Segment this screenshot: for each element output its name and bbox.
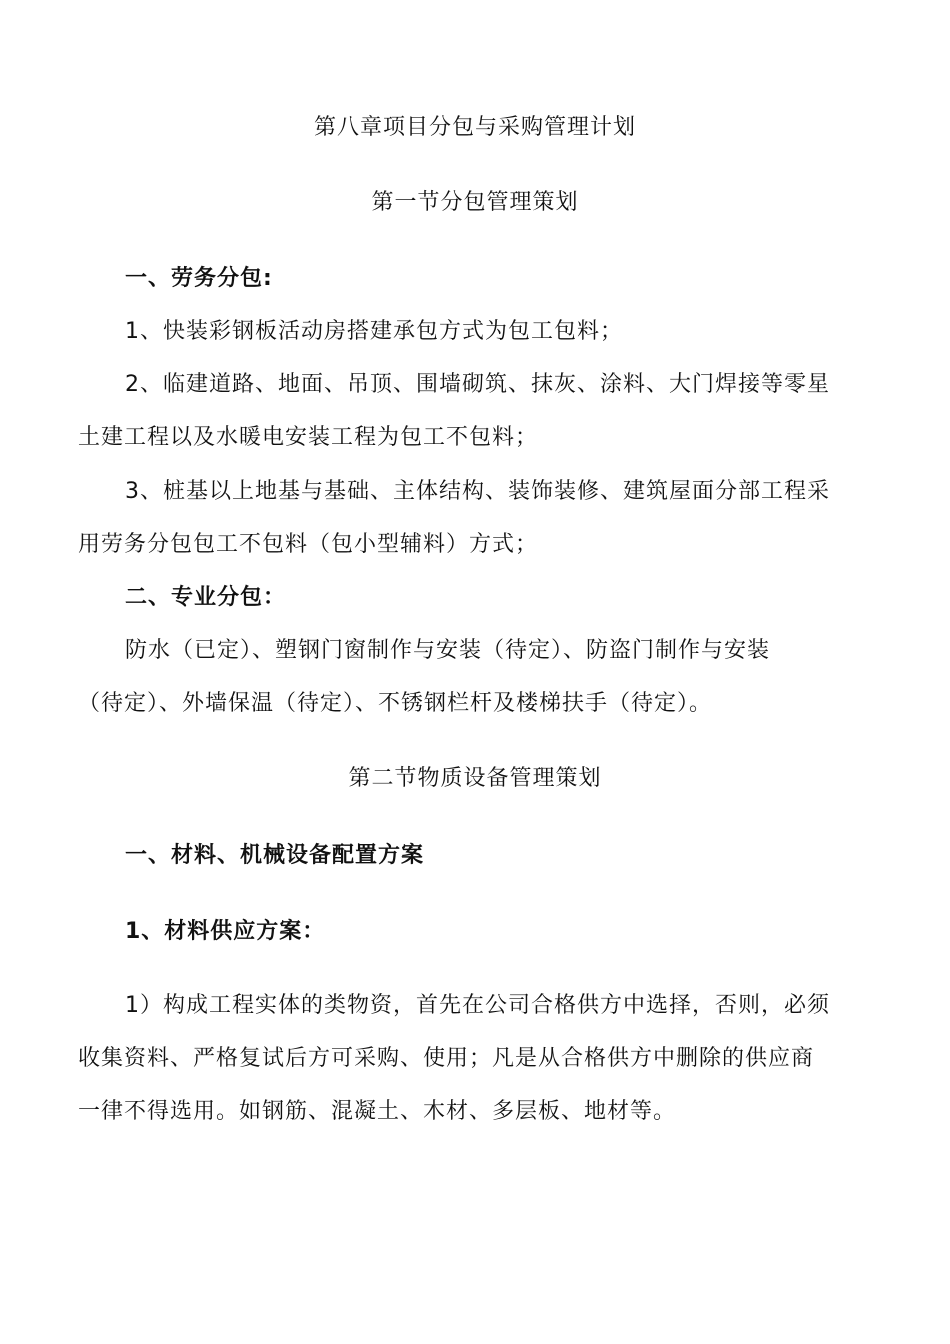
professional-subcontract-line-1: 防水（已定）、塑钢门窗制作与安装（待定）、防盗门制作与安装 <box>125 638 771 663</box>
chapter-title: 第八章项目分包与采购管理计划 <box>313 115 636 140</box>
materials-supply-subheading: 1、材料供应方案： <box>125 919 326 944</box>
labor-item-1: 1、快装彩钢板活动房搭建承包方式为包工包料； <box>125 319 623 344</box>
labor-item-3-line-1: 3、桩基以上地基与基础、主体结构、装饰装修、建筑屋面分部工程采 <box>125 479 830 504</box>
professional-subcontract-line-2: （待定）、外墙保温（待定）、不锈钢栏杆及楼梯扶手（待定）。 <box>78 691 713 716</box>
section-2-heading-materials-machinery: 一、材料、机械设备配置方案 <box>125 843 425 868</box>
labor-item-3-line-2: 用劳务分包包工不包料（包小型辅料）方式； <box>78 532 539 557</box>
section-1-title: 第一节分包管理策划 <box>371 190 579 215</box>
materials-para-line-3: 一律不得选用。如钢筋、混凝土、木材、多层板、地材等。 <box>78 1099 677 1124</box>
materials-para-line-1: 1）构成工程实体的类物资，首先在公司合格供方中选择，否则，必须 <box>125 993 830 1018</box>
section-2-title: 第二节物质设备管理策划 <box>348 766 602 791</box>
section-1-heading-professional-subcontract: 二、专业分包： <box>125 585 287 610</box>
section-1-heading-labor-subcontract: 一、劳务分包: <box>125 266 273 291</box>
materials-para-line-2: 收集资料、严格复试后方可采购、使用；凡是从合格供方中删除的供应商 <box>78 1046 815 1071</box>
labor-item-2-line-1: 2、临建道路、地面、吊顶、围墙砌筑、抹灰、涂料、大门焊接等零星 <box>125 372 830 397</box>
labor-item-2-line-2: 土建工程以及水暖电安装工程为包工不包料； <box>78 425 539 450</box>
